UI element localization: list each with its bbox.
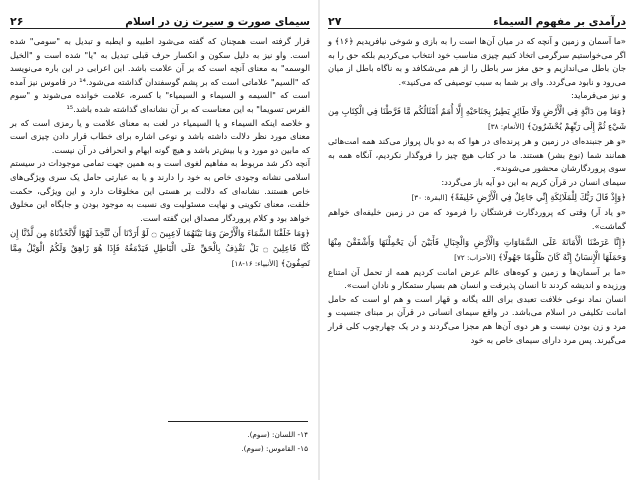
right-quran-verse — [328, 190, 626, 205]
left-paragraph-3: آنچه ذکر شد مربوط به مفاهیم لغوی است و به همین جهت تمامی موجودات در سیستم اسلامی نشانه وجودی خاص به خود را دارند و یا به عبارتی حامل یک سری ویژگی‌های خاص هستند. نشانه‌ای که دلالت بر هستی این مخلوقات دارد و این ویژگی، حکمت خلقت، معنای تکوینی و نهایت مسئولیت وی نسبت به موجود بودن و جایگاه این مخلوق خواهد بود و کلام پروردگار مصداق این گفته است. — [10, 158, 310, 223]
right-paragraph: سیمای انسان در قرآن کریم به این دو آیه باز می‌گردد: — [441, 176, 626, 187]
right-page — [320, 0, 635, 480]
right-quran-verse — [328, 235, 626, 265]
footnote-15: ۱۵- القاموس: (سوم). — [241, 444, 308, 453]
right-quran-verse-text: ﴿وَإِذْ قَالَ رَبُّكَ لِلْمَلَائِكَةِ إِنِّي جَاعِلٌ فِي الْأَرْضِ خَلِيفَةً﴾ — [449, 192, 626, 203]
left-paragraph-2: و خلاصه اینکه السیماء و یا السیمیاء در لغت به معنای علامت و یا رمزی است که بر معنای مورد نظر دلالت داشته باشد و نوعی اشاره برای خطاب قرار دادن چیزی است که مابین دو مورد و یا بیش‌تر باشد و هیچ گونه ابهام و انحرافی در آن نیست. — [10, 117, 310, 155]
left-page-number: ۲۶ — [10, 15, 24, 28]
right-page-number: ۲۷ — [328, 15, 342, 28]
footnotes — [168, 421, 308, 456]
right-quran-ref: [البقرة: ۳۰] — [411, 193, 448, 203]
right-quran-verse-text: ﴿إِنَّا عَرَضْنَا الْأَمَانَةَ عَلَى السَّمَاوَاتِ وَالْأَرْضِ وَالْجِبَالِ فَأَبَيْنَ أَن يَحْمِلْنَهَا وَأَشْفَقْنَ مِنْهَا وَحَمَلَهَا الْإِنسَانُ إِنَّهُ كَانَ ظَلُومًا جَهُولًا﴾ — [328, 236, 626, 262]
left-header-title: سیمای صورت و سیرت زن در اسلام — [125, 16, 310, 28]
right-quran-ref: [الأنعام: ۳۸] — [487, 121, 525, 131]
left-quran-ref: [الأنبیاء: ۱۶-۱۸] — [231, 259, 279, 269]
right-paragraph: و نیز می‌فرماید: — [570, 90, 626, 101]
right-paragraph: «ما آسمان و زمین و آنچه که در میان آن‌ها است را به بازی و شوخی نیافریدیم ﴿۱۶﴾ و اگر می‌خواستیم سرگرمی اتخاذ کنیم چیزی مناسب خود انتخاب می‌کردیم بلکه حق را به جان باطل می‌اندازیم و حق مغز سر باطل را از هم می‌شکافد و به ناگاه باطل از میان می‌رود و نابود می‌گردد. وای بر شما به سبب توصیفی که می‌کنید». — [328, 36, 626, 87]
right-paragraph: انسان نماد نوعی خلافت تعبدی برای الله یگانه و قهار است و هم او است که حامل امانت تکلیفی در اسلام می‌باشد. در واقع سیمای انسانی در قرآن بر مبنای جنسیت و مرد و زن بودن نیست و هر دوی آن‌ها هم مجزا می‌گردند و در یک چهارچوب کلی قرار می‌گیرند. پس مرد دارای سیمای خاص به خود — [328, 293, 626, 345]
right-quran-verse — [328, 104, 626, 134]
right-quran-verse-text: ﴿وَمَا مِن دَابَّةٍ فِي الْأَرْضِ وَلَا طَائِرٍ يَطِيرُ بِجَنَاحَيْهِ إِلَّا أُمَمٌ أَمْثَالُكُم مَّا فَرَّطْنَا فِي الْكِتَابِ مِن شَيْءٍ ثُمَّ إِلَى رَبِّهِمْ يُحْشَرُونَ﴾ — [328, 105, 626, 131]
right-page-body — [328, 35, 626, 347]
left-quran-verse-text: ﴿وَمَا خَلَقْنَا السَّمَاءَ وَالْأَرْضَ وَمَا بَيْنَهُمَا لَاعِبِينَ ۝ لَوْ أَرَدْنَا أَن نَّتَّخِذَ لَهْوًا لَّاتَّخَذْنَاهُ مِن لَّدُنَّا إِن كُنَّا فَاعِلِينَ ۝ بَلْ نَقْذِفُ بِالْحَقِّ عَلَى الْبَاطِلِ فَيَدْمَغُهُ فَإِذَا هُوَ زَاهِقٌ وَلَكُمُ الْوَيْلُ مِمَّا تَصِفُونَ﴾ — [10, 228, 310, 269]
left-page-body — [10, 35, 310, 271]
right-paragraph: «ما بر آسمان‌ها و زمین و کوه‌های عالم عرض امانت کردیم همه از تحمل آن امتناع ورزیده و اندیشه کردند تا انسان پذیرفت و انسان هم بسیار ستمکار و نادان است». — [328, 266, 626, 291]
left-quran-verse — [10, 226, 310, 271]
right-page-header — [328, 6, 626, 29]
left-paragraph-1: قرار گرفته است همچنان که گفته می‌شود اطبیه و ایطبه و تبدیل به "سومی" شده است. واو نیز به دلیل سکون و انکسار حرف قبلی تبدیل به "یا" شده است و "الخیل الوسمه" به معنای آنچه است که بر آن علامت باشد. ابن اعرابی در این باره می‌نویسد که "السیم" علاماتی است که بر پشم گوسفندان گذاشته می‌شود.¹⁴ در قاموس نیز آمده است که "السیمه و السیماء و السیمیاء" با کسره، علامت خوانده می‌شوند و "سوم الفرس تسویما" به این معناست که بر آن نشانه‌ای گذاشته شده باشد.¹⁵ — [10, 36, 310, 114]
right-header-title: درآمدی بر مفهوم السیماء — [493, 16, 626, 28]
right-paragraph: «و هر جنبنده‌ای در زمین و هر پرنده‌ای در هوا که به دو بال پرواز می‌کند همه امت‌هائی همانند شما (نوع بشر) هستند. ما در کتاب هیچ چیز را فروگذار نکردیم، آنگاه همه به سوی پروردگارشان محشور می‌شوند». — [328, 135, 626, 174]
footnote-14: ۱۴- اللسان: (سوم). — [247, 430, 308, 439]
right-paragraph: «و یاد آر) وقتی که پروردگارت فرشتگان را فرمود که من در زمین خلیفه‌ای خواهم گماشت». — [328, 207, 626, 231]
right-quran-ref: [الأحزاب: ۷۲] — [454, 252, 496, 262]
left-page-header — [10, 6, 310, 29]
